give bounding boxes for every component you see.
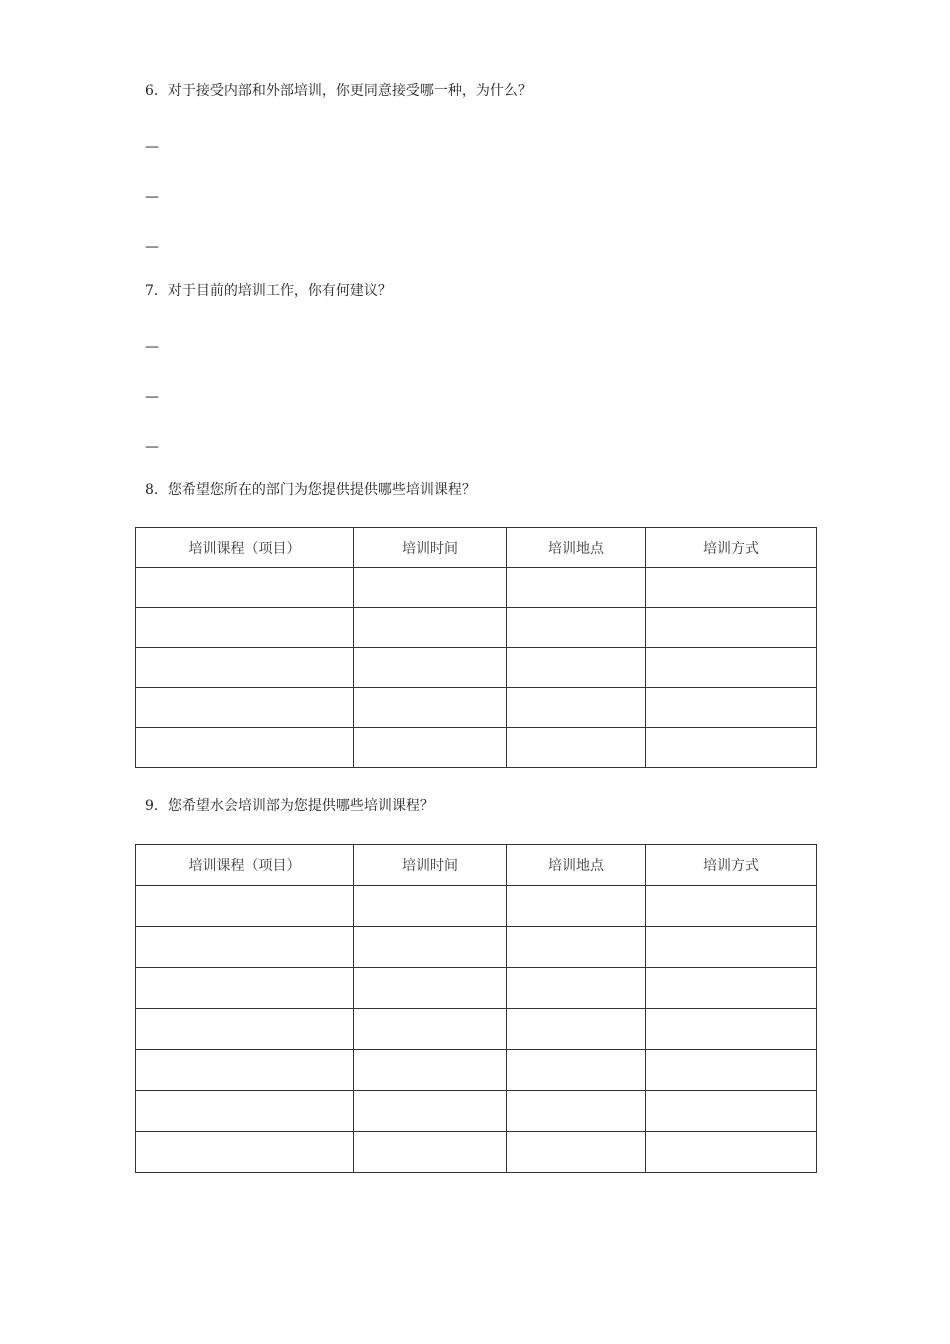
table-cell[interactable] xyxy=(136,1091,354,1132)
table-cell[interactable] xyxy=(646,608,817,648)
table-cell[interactable] xyxy=(136,688,354,728)
table-row xyxy=(136,728,817,768)
question-6: 6．对于接受内部和外部培训，你更同意接受哪一种，为什么？ xyxy=(145,83,532,99)
table-cell[interactable] xyxy=(646,968,817,1009)
table-cell[interactable] xyxy=(646,1091,817,1132)
header-course: 培训课程（项目） xyxy=(136,845,354,886)
table-cell[interactable] xyxy=(646,568,817,608)
table-cell[interactable] xyxy=(507,568,646,608)
table-row xyxy=(136,608,817,648)
table-cell[interactable] xyxy=(507,1050,646,1091)
table-header-row xyxy=(136,845,817,886)
answer-line[interactable]: — xyxy=(145,239,159,255)
table-cell[interactable] xyxy=(136,1009,354,1050)
table-row xyxy=(136,1009,817,1050)
header-time: 培训时间 xyxy=(354,528,507,568)
table-cell[interactable] xyxy=(136,886,354,927)
header-method: 培训方式 xyxy=(646,845,817,886)
table-cell[interactable] xyxy=(507,1091,646,1132)
table-cell[interactable] xyxy=(646,927,817,968)
table-cell[interactable] xyxy=(354,968,507,1009)
answer-line[interactable]: — xyxy=(145,389,159,405)
table-row xyxy=(136,927,817,968)
table-cell[interactable] xyxy=(354,1050,507,1091)
table-cell[interactable] xyxy=(354,1132,507,1173)
table-cell[interactable] xyxy=(136,968,354,1009)
header-location: 培训地点 xyxy=(507,528,646,568)
table-cell[interactable] xyxy=(507,927,646,968)
table-cell[interactable] xyxy=(507,968,646,1009)
table-cell[interactable] xyxy=(136,1132,354,1173)
table-row xyxy=(136,568,817,608)
header-course: 培训课程（项目） xyxy=(136,528,354,568)
table-cell[interactable] xyxy=(507,728,646,768)
table-cell[interactable] xyxy=(354,927,507,968)
table-row xyxy=(136,968,817,1009)
table-cell[interactable] xyxy=(646,688,817,728)
table-cell[interactable] xyxy=(507,688,646,728)
table-cell[interactable] xyxy=(646,886,817,927)
table-cell[interactable] xyxy=(507,1132,646,1173)
question-8: 8．您希望您所在的部门为您提供提供哪些培训课程？ xyxy=(145,482,476,498)
table-cell[interactable] xyxy=(646,1009,817,1050)
header-method: 培训方式 xyxy=(646,528,817,568)
table-cell[interactable] xyxy=(136,927,354,968)
table-header-row xyxy=(136,528,817,568)
table-cell[interactable] xyxy=(354,608,507,648)
table-cell[interactable] xyxy=(354,568,507,608)
header-time: 培训时间 xyxy=(354,845,507,886)
table-cell[interactable] xyxy=(507,1009,646,1050)
question-7: 7．对于目前的培训工作，你有何建议？ xyxy=(145,283,392,299)
table-cell[interactable] xyxy=(354,728,507,768)
table-row xyxy=(136,688,817,728)
dept-course-table xyxy=(135,527,817,768)
table-cell[interactable] xyxy=(507,886,646,927)
table-cell[interactable] xyxy=(136,648,354,688)
table-row xyxy=(136,648,817,688)
table-cell[interactable] xyxy=(354,688,507,728)
table-cell[interactable] xyxy=(354,1091,507,1132)
table-row xyxy=(136,1091,817,1132)
table-cell[interactable] xyxy=(136,1050,354,1091)
table-cell[interactable] xyxy=(136,608,354,648)
table-cell[interactable] xyxy=(646,648,817,688)
table-cell[interactable] xyxy=(507,648,646,688)
table-row xyxy=(136,1050,817,1091)
table-cell[interactable] xyxy=(354,648,507,688)
table-cell[interactable] xyxy=(507,608,646,648)
header-location: 培训地点 xyxy=(507,845,646,886)
center-course-table xyxy=(135,844,817,1173)
table-cell[interactable] xyxy=(646,1050,817,1091)
answer-line[interactable]: — xyxy=(145,189,159,205)
table-row xyxy=(136,1132,817,1173)
table-row xyxy=(136,886,817,927)
table-cell[interactable] xyxy=(646,728,817,768)
answer-line[interactable]: — xyxy=(145,439,159,455)
table-cell[interactable] xyxy=(136,568,354,608)
answer-line[interactable]: — xyxy=(145,339,159,355)
table-cell[interactable] xyxy=(136,728,354,768)
table-cell[interactable] xyxy=(354,886,507,927)
question-9: 9．您希望水会培训部为您提供哪些培训课程？ xyxy=(145,798,434,814)
table-cell[interactable] xyxy=(354,1009,507,1050)
table-cell[interactable] xyxy=(646,1132,817,1173)
answer-line[interactable]: — xyxy=(145,139,159,155)
